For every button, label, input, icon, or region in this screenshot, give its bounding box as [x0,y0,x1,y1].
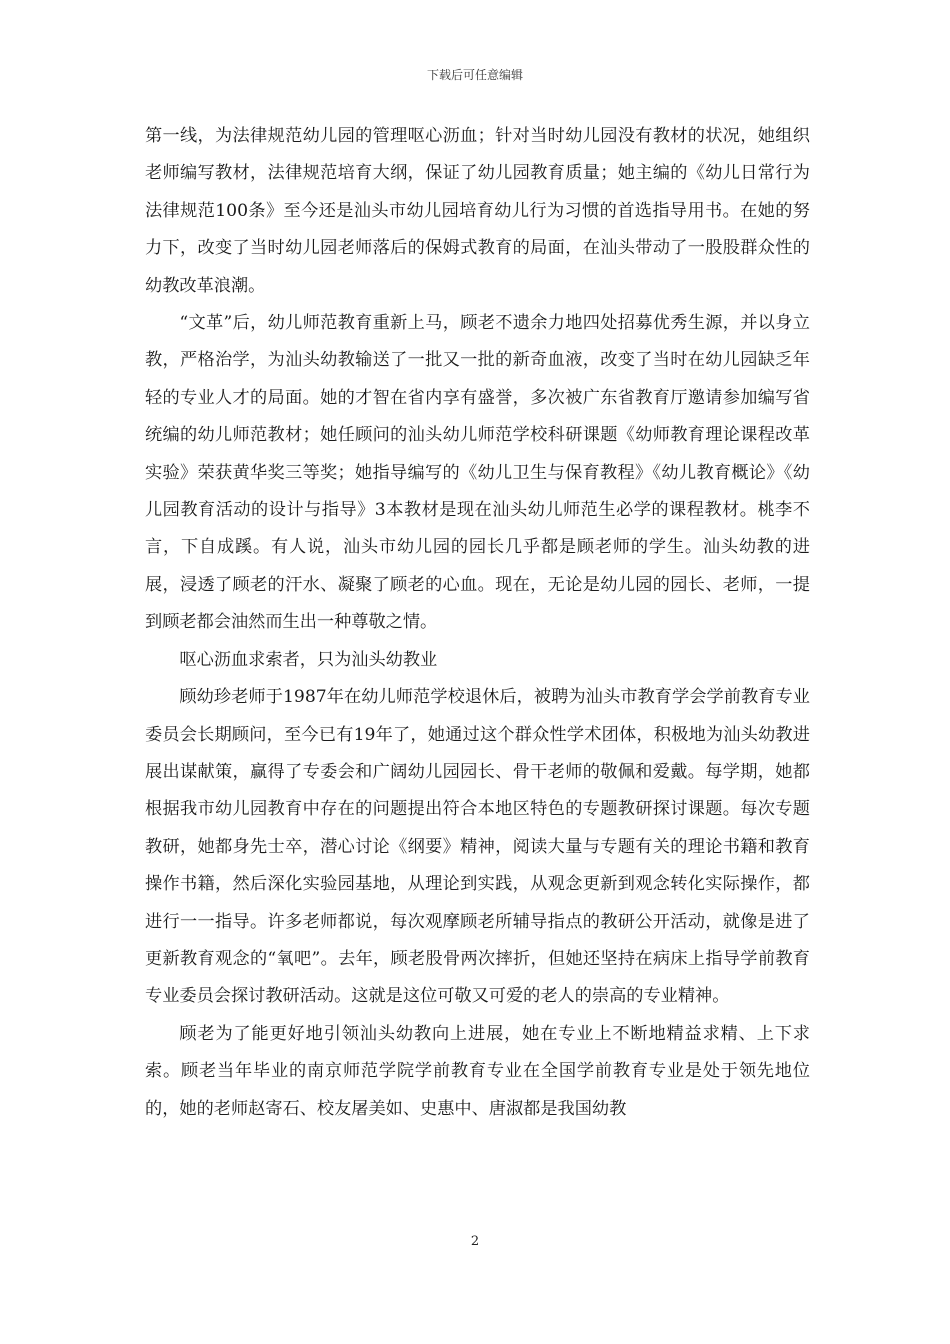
page-number: 2 [470,1234,480,1249]
paragraph: “文革”后，幼儿师范教育重新上马，顾老不遗余力地四处招募优秀生源，并以身立教，严格治学，为汕头幼教输送了一批又一批的新奇血液，改变了当时在幼儿园缺乏年轻的专业人才的局面。她的才智在省内享有盛誉，多次被广东省教育厅邀请参加编写省统编的幼儿师范教材；她任顾问的汕头幼儿师范学校科研课题《幼师教育理论课程改革实验》荣获黄华奖三等奖；她指导编写的《幼儿卫生与保育教程》《幼儿教育概论》《幼儿园教育活动的设计与指导》3本教材是现在汕头幼儿师范生必学的课程教材。桃李不言，下自成蹊。有人说，汕头市幼儿园的园长几乎都是顾老师的学生。汕头幼教的进展，浸透了顾老的汗水、凝聚了顾老的心血。现在，无论是幼儿园的园长、老师，一提到顾老都会油然而生出一种尊敬之情。 [145,313,810,633]
document-body [145,118,810,1128]
paragraph-continued: 第一线，为法律规范幼儿园的管理呕心沥血；针对当时幼儿园没有教材的状况，她组织老师编写教材，法律规范培育大纲，保证了幼儿园教育质量；她主编的《幼儿日常行为法律规范100条》至今还是汕头市幼儿园培育幼儿行为习惯的首选指导用书。在她的努力下，改变了当时幼儿园老师落后的保姆式教育的局面，在汕头带动了一股股群众性的幼教改革浪潮。 [145,126,810,296]
paragraph: 顾老为了能更好地引领汕头幼教向上进展，她在专业上不断地精益求精、上下求索。顾老当年毕业的南京师范学院学前教育专业在全国学前教育专业是处于领先地位的，她的老师赵寄石、校友屠美如、史惠中、唐淑都是我国幼教 [145,1023,810,1119]
paragraph: 顾幼珍老师于1987年在幼儿师范学校退休后，被聘为汕头市教育学会学前教育专业委员会长期顾问，至今已有19年了，她通过这个群众性学术团体，积极地为汕头幼教进展出谋献策，赢得了专委会和广阔幼儿园园长、骨干老师的敬佩和爱戴。每学期，她都根据我市幼儿园教育中存在的问题提出符合本地区特色的专题教研探讨课题。每次专题教研，她都身先士卒，潜心讨论《纲要》精神，阅读大量与专题有关的理论书籍和教育操作书籍，然后深化实验园基地，从理论到实践，从观念更新到观念转化实际操作，都进行一一指导。许多老师都说，每次观摩顾老所辅导指点的教研公开活动，就像是进了更新教育观念的“氧吧”。去年，顾老股骨两次摔折，但她还坚持在病床上指导学前教育专业委员会探讨教研活动。这就是这位可敬又可爱的老人的崇高的专业精神。 [145,687,810,1007]
page-header: 下载后可任意编辑 [426,68,523,82]
section-heading: 呕心沥血求索者，只为汕头幼教业 [179,649,438,670]
